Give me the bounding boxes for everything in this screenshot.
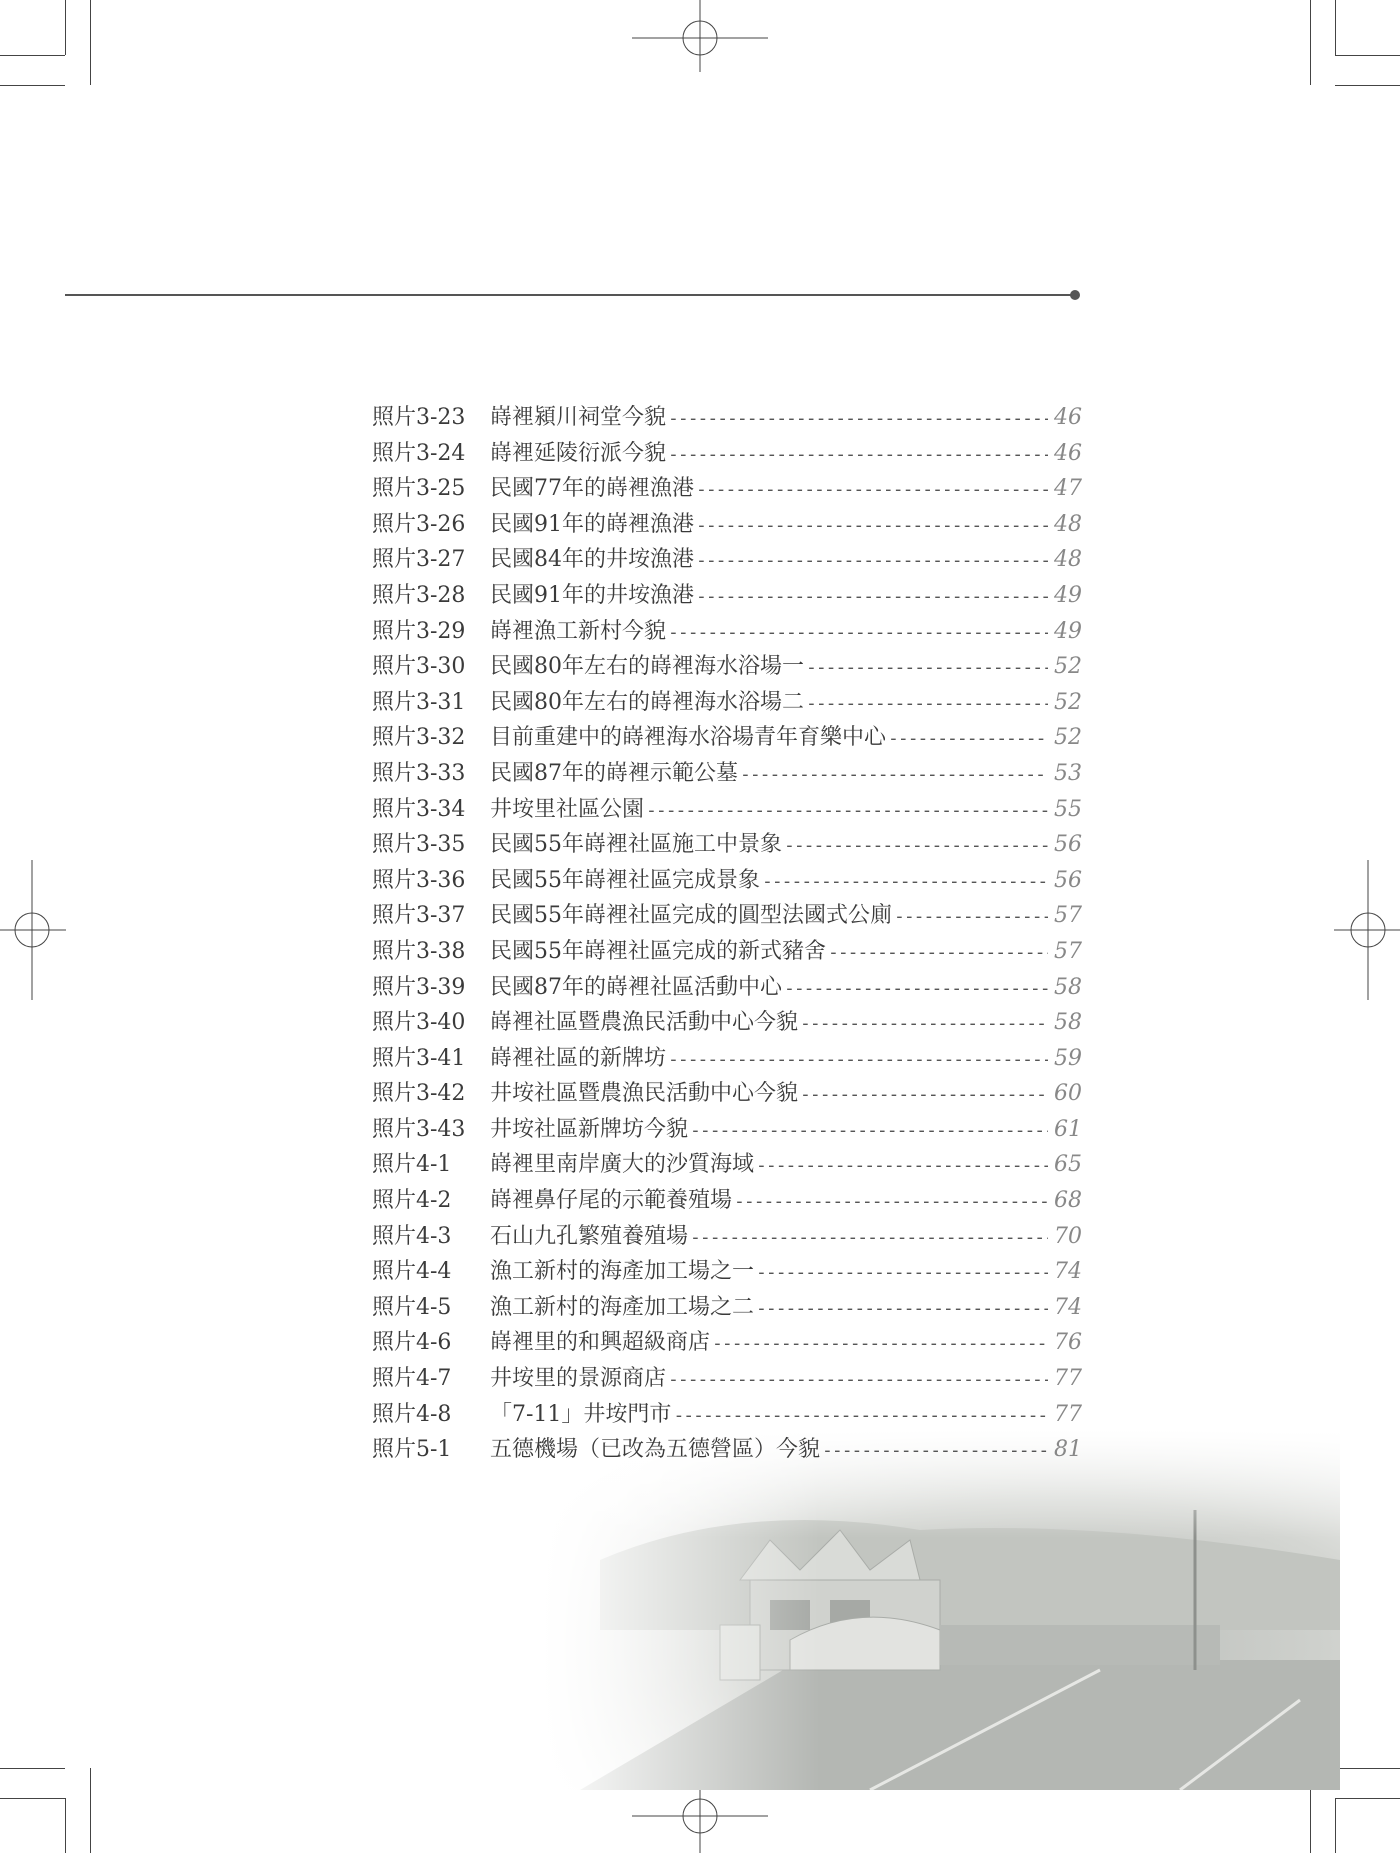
photo-label: 照片4-8 bbox=[372, 1401, 452, 1427]
list-item bbox=[372, 756, 1082, 792]
dot-leader bbox=[668, 401, 1048, 437]
dot-leader bbox=[756, 1255, 1048, 1291]
dot-leader bbox=[690, 1113, 1048, 1149]
dot-leader bbox=[696, 579, 1048, 615]
photo-label: 照片3-29 bbox=[372, 618, 466, 644]
list-item bbox=[372, 1397, 1082, 1433]
photo-label: 照片4-3 bbox=[372, 1223, 452, 1249]
dot-leader bbox=[784, 971, 1048, 1007]
list-item bbox=[372, 542, 1082, 578]
photo-title: 民國91年的嵵裡漁港 bbox=[490, 511, 694, 537]
photo-title: 民國80年左右的嵵裡海水浴場一 bbox=[490, 654, 804, 680]
photo-title: 民國55年嵵裡社區完成的圓型法國式公廁 bbox=[490, 903, 892, 929]
dot-leader bbox=[800, 1006, 1048, 1042]
dot-leader bbox=[734, 1184, 1048, 1220]
crop-mark bbox=[0, 1768, 65, 1769]
photo-label: 照片4-4 bbox=[372, 1259, 452, 1285]
dot-leader bbox=[696, 508, 1048, 544]
photo-label: 照片3-40 bbox=[372, 1010, 466, 1036]
page-number: 74 bbox=[1054, 1294, 1082, 1320]
dot-leader bbox=[762, 864, 1048, 900]
list-item bbox=[372, 614, 1082, 650]
dot-leader bbox=[712, 1326, 1048, 1362]
photo-label: 照片4-5 bbox=[372, 1294, 452, 1320]
registration-mark-left bbox=[0, 860, 70, 1000]
list-item bbox=[372, 1290, 1082, 1326]
photo-title: 民國80年左右的嵵裡海水浴場二 bbox=[490, 689, 804, 715]
header-rule bbox=[65, 294, 1073, 296]
dot-leader bbox=[806, 686, 1048, 722]
decorative-building-photo bbox=[540, 1430, 1340, 1790]
page-number: 74 bbox=[1054, 1259, 1082, 1285]
photo-list bbox=[372, 400, 1082, 1468]
page-number: 52 bbox=[1054, 654, 1082, 680]
photo-title: 民國84年的井垵漁港 bbox=[490, 547, 694, 573]
photo-label: 照片4-7 bbox=[372, 1366, 452, 1392]
crop-mark bbox=[1335, 55, 1400, 56]
page-number: 68 bbox=[1054, 1188, 1082, 1214]
photo-label: 照片4-1 bbox=[372, 1152, 452, 1178]
list-item bbox=[372, 863, 1082, 899]
photo-label: 照片4-2 bbox=[372, 1188, 452, 1214]
list-item bbox=[372, 649, 1082, 685]
photo-title: 「7-11」井垵門市 bbox=[490, 1401, 672, 1427]
page-number: 70 bbox=[1054, 1223, 1082, 1249]
page-number: 81 bbox=[1054, 1437, 1082, 1463]
photo-title: 井垵社區暨農漁民活動中心今貌 bbox=[490, 1081, 799, 1107]
list-item bbox=[372, 1183, 1082, 1219]
photo-title: 民國55年嵵裡社區完成的新式豬舍 bbox=[490, 938, 826, 964]
photo-label: 照片3-36 bbox=[372, 867, 466, 893]
dot-leader bbox=[800, 1077, 1048, 1113]
dot-leader bbox=[668, 615, 1048, 651]
photo-label: 照片3-35 bbox=[372, 832, 466, 858]
photo-title: 漁工新村的海產加工場之一 bbox=[490, 1259, 755, 1285]
photo-title: 石山九孔繁殖養殖場 bbox=[490, 1223, 689, 1249]
list-item bbox=[372, 827, 1082, 863]
photo-title: 井垵社區新牌坊今貌 bbox=[490, 1116, 689, 1142]
crop-mark bbox=[1310, 0, 1311, 85]
dot-leader bbox=[740, 757, 1048, 793]
photo-title: 民國87年的嵵裡社區活動中心 bbox=[490, 974, 782, 1000]
page-number: 58 bbox=[1054, 1010, 1082, 1036]
list-item bbox=[372, 436, 1082, 472]
dot-leader bbox=[668, 1362, 1048, 1398]
list-item bbox=[372, 1112, 1082, 1148]
page-number: 60 bbox=[1054, 1081, 1082, 1107]
photo-title: 井垵里社區公園 bbox=[490, 796, 645, 822]
photo-label: 照片3-39 bbox=[372, 974, 466, 1000]
dot-leader bbox=[646, 793, 1048, 829]
photo-label: 照片4-6 bbox=[372, 1330, 452, 1356]
photo-label: 照片3-32 bbox=[372, 725, 466, 751]
photo-title: 民國55年嵵裡社區施工中景象 bbox=[490, 832, 782, 858]
dot-leader bbox=[784, 828, 1048, 864]
dot-leader bbox=[668, 437, 1048, 473]
photo-label: 照片3-26 bbox=[372, 511, 466, 537]
page-number: 52 bbox=[1054, 689, 1082, 715]
page-number: 65 bbox=[1054, 1152, 1082, 1178]
dot-leader bbox=[756, 1291, 1048, 1327]
photo-label: 照片3-27 bbox=[372, 547, 466, 573]
list-item bbox=[372, 685, 1082, 721]
crop-mark bbox=[1335, 1798, 1400, 1799]
page-number: 47 bbox=[1054, 476, 1082, 502]
page-number: 49 bbox=[1054, 582, 1082, 608]
list-item bbox=[372, 898, 1082, 934]
list-item bbox=[372, 507, 1082, 543]
crop-mark bbox=[0, 55, 65, 56]
page-number: 48 bbox=[1054, 547, 1082, 573]
page-number: 53 bbox=[1054, 760, 1082, 786]
photo-title: 嵵裡潁川祠堂今貌 bbox=[490, 405, 667, 430]
crop-mark bbox=[1335, 1768, 1400, 1769]
registration-mark-top bbox=[630, 0, 770, 80]
list-item bbox=[372, 1361, 1082, 1397]
page-number: 46 bbox=[1054, 405, 1082, 430]
list-item bbox=[372, 578, 1082, 614]
photo-label: 照片3-24 bbox=[372, 440, 466, 466]
list-item bbox=[372, 1005, 1082, 1041]
crop-mark bbox=[1335, 85, 1400, 86]
crop-mark bbox=[90, 1768, 91, 1853]
photo-label: 照片3-37 bbox=[372, 903, 466, 929]
list-item bbox=[372, 1076, 1082, 1112]
photo-title: 五德機場（已改為五德營區）今貌 bbox=[490, 1437, 821, 1463]
page-number: 55 bbox=[1054, 796, 1082, 822]
dot-leader bbox=[894, 899, 1048, 935]
page-number: 52 bbox=[1054, 725, 1082, 751]
photo-label: 照片3-42 bbox=[372, 1081, 466, 1107]
page-number: 49 bbox=[1054, 618, 1082, 644]
photo-label: 照片3-30 bbox=[372, 654, 466, 680]
dot-leader bbox=[668, 1042, 1048, 1078]
list-item bbox=[372, 1325, 1082, 1361]
crop-mark bbox=[1335, 0, 1336, 55]
page-number: 46 bbox=[1054, 440, 1082, 466]
dot-leader bbox=[690, 1220, 1048, 1256]
page-number: 59 bbox=[1054, 1045, 1082, 1071]
header-rule-dot bbox=[1070, 290, 1080, 300]
photo-label: 照片3-34 bbox=[372, 796, 466, 822]
photo-label: 照片3-25 bbox=[372, 476, 466, 502]
photo-title: 井垵里的景源商店 bbox=[490, 1366, 667, 1392]
photo-title: 民國55年嵵裡社區完成景象 bbox=[490, 867, 760, 893]
dot-leader bbox=[696, 472, 1048, 508]
dot-leader bbox=[828, 935, 1048, 971]
photo-label: 照片3-33 bbox=[372, 760, 466, 786]
page-number: 76 bbox=[1054, 1330, 1082, 1356]
dot-leader bbox=[696, 543, 1048, 579]
list-item bbox=[372, 1041, 1082, 1077]
photo-title: 嵵裡里南岸廣大的沙質海域 bbox=[490, 1152, 755, 1178]
photo-title: 民國77年的嵵裡漁港 bbox=[490, 476, 694, 502]
dot-leader bbox=[806, 650, 1048, 686]
photo-title: 漁工新村的海產加工場之二 bbox=[490, 1294, 755, 1320]
list-item bbox=[372, 1147, 1082, 1183]
registration-mark-bottom bbox=[630, 1780, 770, 1853]
crop-mark bbox=[65, 0, 66, 55]
photo-title: 目前重建中的嵵裡海水浴場青年育樂中心 bbox=[490, 725, 887, 751]
page-number: 58 bbox=[1054, 974, 1082, 1000]
photo-title: 嵵裡鼻仔尾的示範養殖場 bbox=[490, 1188, 733, 1214]
list-item bbox=[372, 1254, 1082, 1290]
list-item bbox=[372, 934, 1082, 970]
crop-mark bbox=[65, 1798, 66, 1853]
list-item bbox=[372, 1432, 1082, 1468]
photo-title: 嵵裡漁工新村今貌 bbox=[490, 618, 667, 644]
page-number: 77 bbox=[1054, 1401, 1082, 1427]
crop-mark bbox=[1335, 1798, 1336, 1853]
photo-label: 照片3-38 bbox=[372, 938, 466, 964]
registration-mark-right bbox=[1330, 860, 1400, 1000]
page-number: 61 bbox=[1054, 1116, 1082, 1142]
photo-label: 照片5-1 bbox=[372, 1437, 452, 1463]
crop-mark bbox=[0, 1798, 65, 1799]
photo-title: 嵵裡里的和興超級商店 bbox=[490, 1330, 711, 1356]
photo-label: 照片3-41 bbox=[372, 1045, 466, 1071]
dot-leader bbox=[756, 1148, 1048, 1184]
page-number: 56 bbox=[1054, 832, 1082, 858]
photo-title: 民國87年的嵵裡示範公墓 bbox=[490, 760, 738, 786]
list-item bbox=[372, 792, 1082, 828]
dot-leader bbox=[888, 721, 1048, 757]
page-number: 57 bbox=[1054, 903, 1082, 929]
page-number: 77 bbox=[1054, 1366, 1082, 1392]
list-item bbox=[372, 720, 1082, 756]
page-number: 56 bbox=[1054, 867, 1082, 893]
photo-title: 嵵裡社區的新牌坊 bbox=[490, 1045, 667, 1071]
list-item bbox=[372, 970, 1082, 1006]
crop-mark bbox=[90, 0, 91, 85]
page-number: 57 bbox=[1054, 938, 1082, 964]
page-number: 48 bbox=[1054, 511, 1082, 537]
photo-title: 嵵裡社區暨農漁民活動中心今貌 bbox=[490, 1010, 799, 1036]
dot-leader bbox=[822, 1433, 1048, 1469]
list-item bbox=[372, 471, 1082, 507]
list-item bbox=[372, 1219, 1082, 1255]
photo-label: 照片3-31 bbox=[372, 689, 466, 715]
list-item bbox=[372, 400, 1082, 436]
photo-label: 照片3-43 bbox=[372, 1116, 466, 1142]
photo-label: 照片3-28 bbox=[372, 582, 466, 608]
dot-leader bbox=[673, 1398, 1048, 1434]
crop-mark bbox=[0, 85, 65, 86]
photo-label: 照片3-23 bbox=[372, 405, 466, 430]
photo-title: 民國91年的井垵漁港 bbox=[490, 582, 694, 608]
photo-title: 嵵裡延陵衍派今貌 bbox=[490, 440, 667, 466]
